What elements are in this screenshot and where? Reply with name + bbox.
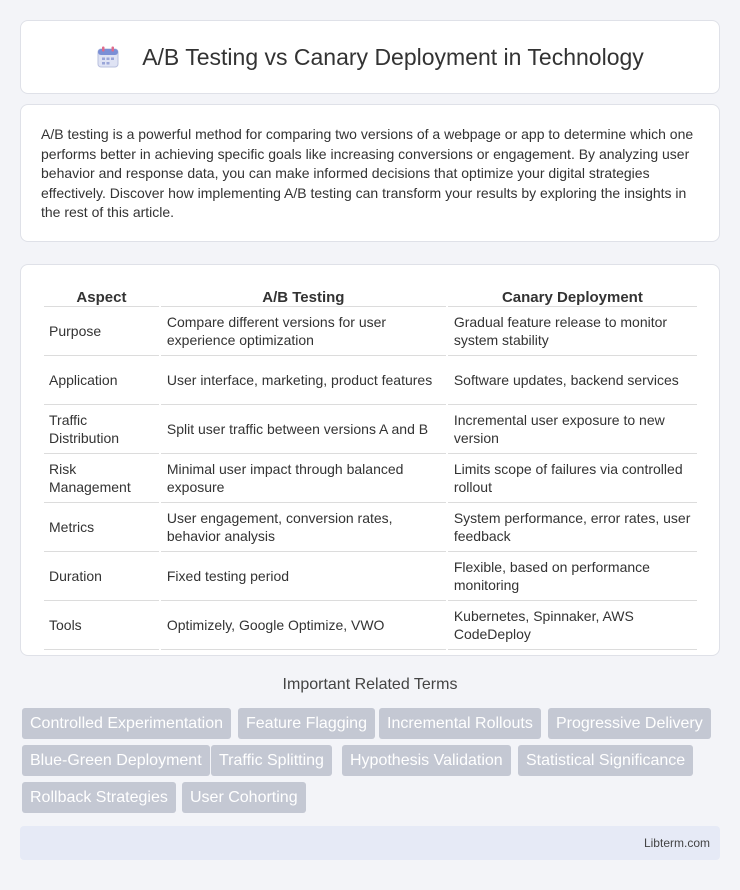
tag-rollback-strategies[interactable]: Rollback Strategies bbox=[22, 782, 176, 813]
footer-site-link[interactable]: Libterm.com bbox=[643, 836, 710, 850]
aspect-cell: Application bbox=[44, 356, 159, 405]
canary-cell: Incremental user exposure to new version bbox=[448, 405, 697, 454]
ab-testing-cell: User engagement, conversion rates, behavior analysis bbox=[161, 503, 446, 552]
aspect-cell: Tools bbox=[44, 601, 159, 650]
table-row bbox=[44, 307, 697, 356]
tag-blue-green-deployment[interactable]: Blue-Green Deployment bbox=[22, 745, 210, 776]
title-card bbox=[20, 20, 720, 94]
intro-card bbox=[20, 104, 720, 242]
table-row bbox=[44, 503, 697, 552]
page-title: A/B Testing vs Canary Deployment in Technology bbox=[142, 43, 644, 70]
tag-feature-flagging[interactable]: Feature Flagging bbox=[238, 708, 375, 739]
footer bbox=[20, 826, 720, 860]
tag-hypothesis-validation[interactable]: Hypothesis Validation bbox=[342, 745, 511, 776]
comparison-table bbox=[42, 285, 699, 650]
ab-testing-cell: User interface, marketing, product features bbox=[161, 356, 446, 405]
aspect-cell: Duration bbox=[44, 552, 159, 601]
tag-incremental-rollouts[interactable]: Incremental Rollouts bbox=[379, 708, 541, 739]
ab-testing-cell: Optimizely, Google Optimize, VWO bbox=[161, 601, 446, 650]
tag-progressive-delivery[interactable]: Progressive Delivery bbox=[548, 708, 711, 739]
comparison-card bbox=[20, 264, 720, 656]
ab-testing-cell: Fixed testing period bbox=[161, 552, 446, 601]
calendar-icon bbox=[96, 45, 120, 69]
aspect-cell: Purpose bbox=[44, 307, 159, 356]
table-row bbox=[44, 405, 697, 454]
tag-traffic-splitting[interactable]: Traffic Splitting bbox=[211, 745, 332, 776]
ab-testing-cell: Split user traffic between versions A and B bbox=[161, 405, 446, 454]
aspect-cell: Traffic Distribution bbox=[44, 405, 159, 454]
ab-testing-cell: Minimal user impact through balanced exposure bbox=[161, 454, 446, 503]
ab-testing-cell: Compare different versions for user experience optimization bbox=[161, 307, 446, 356]
tag-controlled-experimentation[interactable]: Controlled Experimentation bbox=[22, 708, 231, 739]
canary-cell: Kubernetes, Spinnaker, AWS CodeDeploy bbox=[448, 601, 697, 650]
related-terms-title: Important Related Terms bbox=[282, 676, 458, 693]
canary-cell: Limits scope of failures via controlled rollout bbox=[448, 454, 697, 503]
header-aspect: Aspect bbox=[44, 285, 159, 307]
intro-text: A/B testing is a powerful method for comparing two versions of a webpage or app to determine which one performs better in achieving specific goals like increasing conversions or engagement. By analyzing user behavior and response data, you can make informed decisions that optimize your digital strategies effectively. Discover how implementing A/B testing can transform your results by exploring the insights in the rest of this article. bbox=[41, 126, 694, 221]
canary-cell: Flexible, based on performance monitoring bbox=[448, 552, 697, 601]
table-row bbox=[44, 601, 697, 650]
table-row bbox=[44, 356, 697, 405]
canary-cell: Gradual feature release to monitor system stability bbox=[448, 307, 697, 356]
header-ab-testing: A/B Testing bbox=[161, 285, 446, 307]
table-header-row bbox=[44, 285, 697, 307]
header-canary-deployment: Canary Deployment bbox=[448, 285, 697, 307]
table-row bbox=[44, 454, 697, 503]
table-row bbox=[44, 552, 697, 601]
canary-cell: Software updates, backend services bbox=[448, 356, 697, 405]
aspect-cell: Metrics bbox=[44, 503, 159, 552]
aspect-cell: Risk Management bbox=[44, 454, 159, 503]
tag-statistical-significance[interactable]: Statistical Significance bbox=[518, 745, 693, 776]
tag-user-cohorting[interactable]: User Cohorting bbox=[182, 782, 306, 813]
canary-cell: System performance, error rates, user feedback bbox=[448, 503, 697, 552]
